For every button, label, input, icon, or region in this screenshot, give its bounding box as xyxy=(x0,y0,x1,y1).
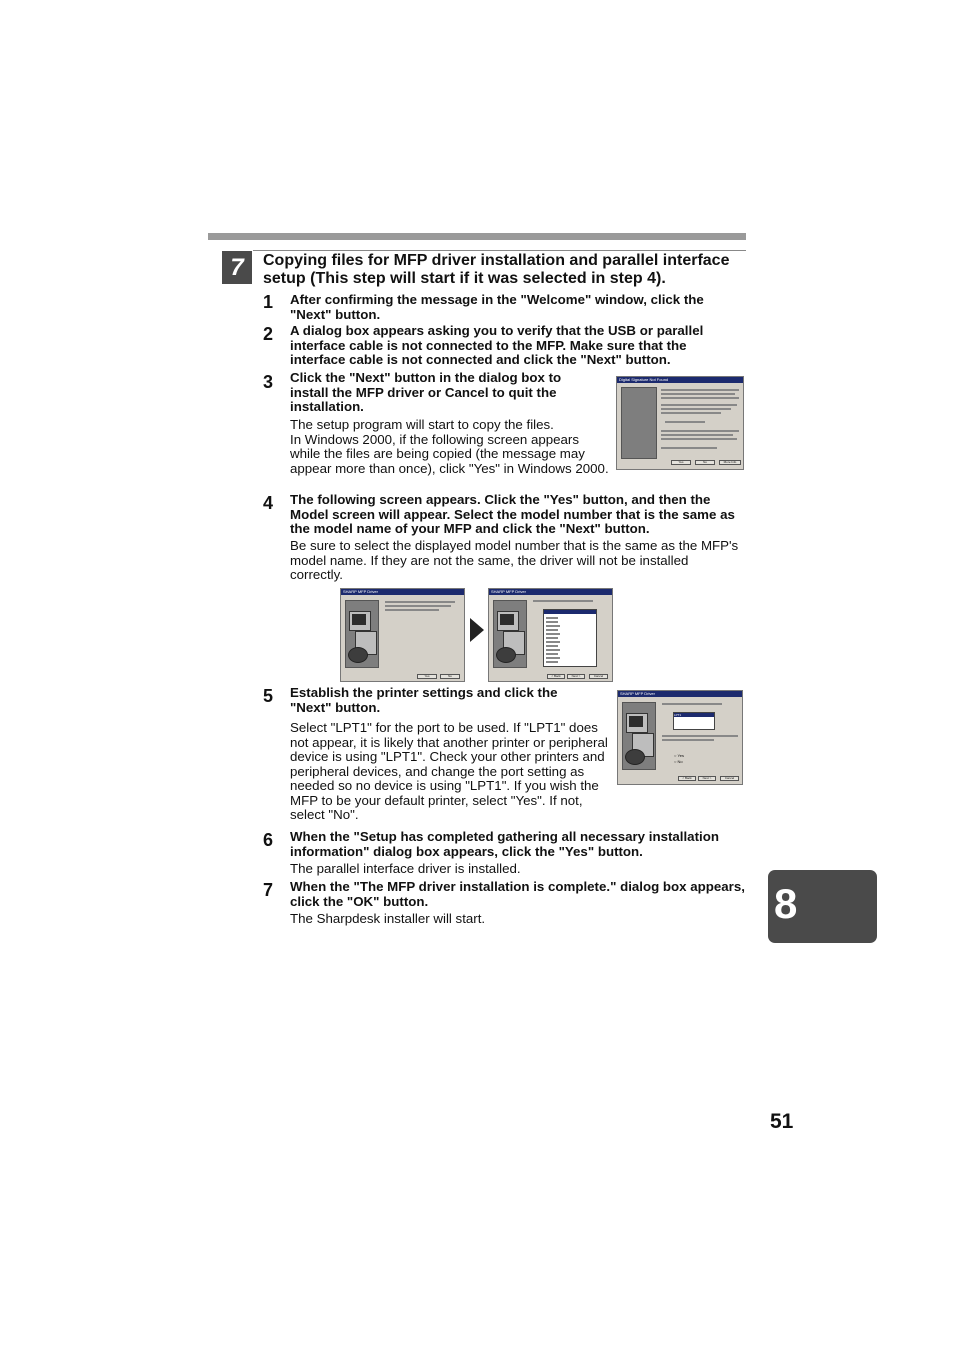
model-list xyxy=(543,609,597,667)
printer-settings-dialog-screenshot xyxy=(617,690,743,785)
step-instruction: When the "Setup has completed gathering all necessary installation information" dialog box appears, click the "Yes" button. xyxy=(290,829,719,859)
step-note: Be sure to select the displayed model number that is the same as the MFP's model name. If they are not the same, the driver will not be installed correctly. xyxy=(290,538,739,582)
dialog-title: SHARP MFP Driver xyxy=(620,691,655,696)
chapter-number: 8 xyxy=(774,880,798,927)
section-title: Copying files for MFP driver installation and parallel interface setup (This step will start if it was selected in step 4). xyxy=(263,252,730,287)
step-number: 6 xyxy=(263,830,274,850)
back-button: < Back xyxy=(678,776,696,781)
no-button: No xyxy=(695,460,715,465)
yes-button: Yes xyxy=(671,460,691,465)
step-number: 1 xyxy=(263,292,274,312)
dialog-title: SHARP MFP Driver xyxy=(491,589,526,594)
header-rule-thin xyxy=(253,250,746,251)
chapter-tab xyxy=(768,870,877,943)
setup-illustration xyxy=(622,702,656,770)
step-number: 5 xyxy=(263,686,274,706)
header-rule-thick xyxy=(208,233,746,240)
cancel-button: Cancel xyxy=(589,674,608,679)
yes-button: Yes xyxy=(417,674,437,679)
next-button: Next > xyxy=(698,776,716,781)
port-selected: LPT1 xyxy=(674,713,714,717)
step-number: 3 xyxy=(263,372,274,392)
section-step-badge: 7 xyxy=(222,251,252,284)
step-number: 2 xyxy=(263,324,274,344)
step-instruction: Establish the printer settings and click the "Next" button. xyxy=(290,685,558,715)
step-number: 4 xyxy=(263,493,274,513)
back-button: < Back xyxy=(547,674,565,679)
next-button: Next > xyxy=(567,674,585,679)
step-note: Select "LPT1" for the port to be used. If "LPT1" does not appear, it is likely that another printer or peripheral device is using "LPT1". Check your other printers and peripheral devices, and change the port setting as needed so no device is using "LPT1". If you wish the MFP to be your default printer, select "Yes". If not, select "No". xyxy=(290,720,608,822)
dialog-title: Digital Signature Not Found xyxy=(619,377,669,382)
page-number: 51 xyxy=(770,1110,794,1133)
no-button: No xyxy=(440,674,460,679)
radio-no: ○ No xyxy=(674,759,683,764)
welcome-dialog-screenshot xyxy=(340,588,465,682)
digital-signature-dialog-screenshot xyxy=(616,376,744,470)
step-number: 7 xyxy=(263,880,274,900)
step-instruction: When the "The MFP driver installation is complete." dialog box appears, click the "OK" button. xyxy=(290,879,745,909)
radio-yes: ○ Yes xyxy=(674,753,684,758)
setup-illustration xyxy=(345,600,379,668)
model-dialog-screenshot xyxy=(488,588,613,682)
setup-illustration xyxy=(493,600,527,668)
step-instruction: The following screen appears. Click the "Yes" button, and then the Model screen will appear. Select the model number that is the same as the model name of your MFP and click the "Next" button. xyxy=(290,492,735,536)
setup-illustration xyxy=(621,387,657,459)
step-note: The setup program will start to copy the files. In Windows 2000, if the following screen appears while the files are being copied (the message may appear more than once), click "Yes" in Windows 2000. xyxy=(290,417,609,476)
next-arrow-icon xyxy=(470,618,484,642)
step-note: The Sharpdesk installer will start. xyxy=(290,911,486,926)
step-instruction: A dialog box appears asking you to verify that the USB or parallel interface cable is not connected to the MFP. Make sure that the interface cable is not connected and click the "Next" button. xyxy=(290,323,704,367)
dialog-title: SHARP MFP Driver xyxy=(343,589,378,594)
cancel-button: Cancel xyxy=(720,776,739,781)
step-instruction: After confirming the message in the "Welcome" window, click the "Next" button. xyxy=(290,292,704,322)
step-note: The parallel interface driver is installed. xyxy=(290,861,521,876)
step-instruction: Click the "Next" button in the dialog box to install the MFP driver or Cancel to quit the installation. xyxy=(290,370,562,414)
port-list xyxy=(673,712,715,730)
more-info-button: More Info xyxy=(719,460,741,465)
